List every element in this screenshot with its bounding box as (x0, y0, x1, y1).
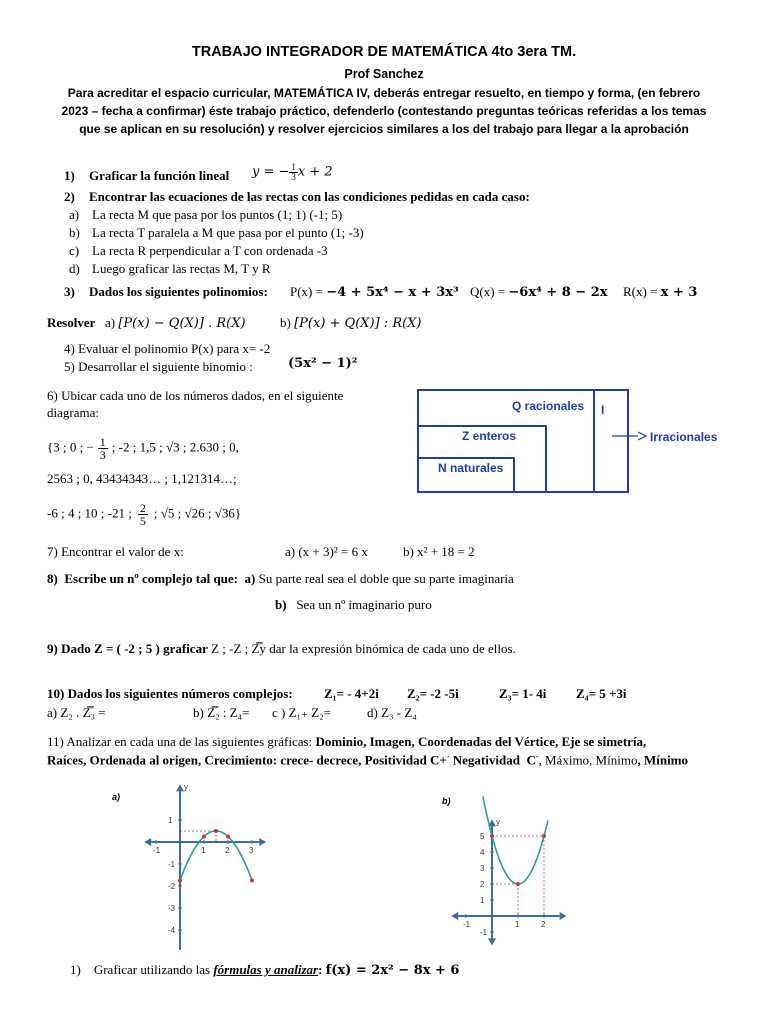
resolver-a (105, 315, 246, 331)
q6-frac2-den: 5 (139, 514, 146, 528)
q6-row3-end: ; √5 ; √26 ; √36} (153, 505, 242, 521)
q11-topics-2: Raíces, Ordenada al origen, Crecimiento: crece- decrece, Positividad C+ (47, 752, 447, 768)
final-item (70, 962, 459, 978)
resolver-b (280, 315, 422, 331)
q6-frac2-num: 2 (139, 501, 146, 515)
q11-negatividad: Negatividad (452, 752, 520, 768)
q10-c: c ) Z₁₊ Z₂= (272, 705, 331, 720)
x-tick-label: 1 (515, 920, 520, 929)
final-emphasis: fórmulas y analizar (213, 962, 319, 977)
page-title: TRABAJO INTEGRADOR DE MATEMÁTICA 4to 3era TM. (191, 44, 577, 60)
number-sets-diagram (414, 388, 734, 498)
q6-line-1: 6) Ubicar cada uno de los números dados, en el siguiente (47, 388, 344, 403)
teacher-name: Prof Sanchez (344, 67, 424, 81)
graph-b-label: b) (442, 796, 451, 806)
q7-a: a) (x + 3)² = 6 x (285, 544, 368, 559)
resolver-b-expr: [P(x) + Q(X)] : R(X) (294, 316, 422, 331)
curve-point (542, 834, 546, 838)
q10-lead: 10) Dados los siguientes números complejos: (47, 686, 293, 701)
r-label: R(x) = (623, 284, 658, 299)
q6-row1-start: {3 ; 0 ; − (47, 439, 94, 455)
q2-text: Encontrar las ecuaciones de las rectas con las condiciones pedidas en cada caso: (89, 189, 530, 204)
x-tick-label: 1 (201, 846, 206, 855)
y-tick-label: -1 (168, 860, 176, 869)
x-tick-label: 2 (225, 846, 230, 855)
q2-item-a: La recta M que pasa por los puntos (1; 1) (-1; 5) (92, 207, 343, 222)
q8-a-text: Su parte real sea el doble que su parte imaginaria (258, 571, 514, 586)
q6-row-2: 2563 ; 0, 43434343… ; 1,121314…; (47, 471, 237, 486)
final-number: 1) (70, 962, 81, 977)
q3-number: 3) (64, 284, 75, 299)
x-arrow-left-icon (144, 838, 151, 846)
q11-c-minus: C (526, 752, 536, 768)
curve-point (226, 835, 230, 839)
q-label: Q racionales (512, 399, 585, 413)
arrow-icon (638, 432, 646, 440)
q11-lead: 11) Analizar en cada una de las siguientes gráficas: (47, 734, 313, 749)
i-label: I (601, 403, 605, 417)
q6-frac1-num: 1 (99, 435, 106, 449)
q6-line-2: diagrama: (47, 405, 99, 420)
n-label: N naturales (438, 461, 504, 475)
graph-a-label: a) (112, 792, 121, 802)
z3: Z₃= 1- 4i (499, 686, 547, 701)
q6-fraction-1 (98, 436, 108, 461)
final-expression: f(x) = 2x² − 8x + 6 (325, 963, 460, 978)
y-tick-label: -1 (480, 928, 488, 937)
y-tick-label: 3 (480, 864, 485, 873)
curve-point (516, 882, 520, 886)
q3-text: Dados los siguientes polinomios: (89, 284, 268, 299)
curve-point (214, 829, 218, 833)
r-expression: x + 3 (660, 285, 698, 300)
z-label: Z enteros (462, 429, 517, 443)
z4: Z₄= 5 +3i (576, 686, 627, 701)
q10-a: a) Z₂ . Z̿₃ = (47, 705, 106, 720)
parabola-curve (180, 831, 252, 881)
q1-fraction (289, 163, 298, 182)
q6-row-3 (47, 502, 241, 527)
p-label: P(x) = (290, 284, 323, 299)
q5-text: 5) Desarrollar el siguiente binomio : (64, 359, 253, 374)
q4-text: 4) Evaluar el polinomio P(x) para x= -2 (64, 341, 271, 356)
q1-text: Graficar la función lineal (89, 168, 230, 183)
final-colon: : (318, 962, 323, 977)
resolver-b-label: b) (280, 315, 291, 330)
q3-p (290, 284, 459, 300)
x-tick-label: -1 (153, 846, 161, 855)
q11-tail: , Máximo, Mínimo (538, 752, 638, 768)
y-axis-label: y (184, 782, 188, 792)
q11-line-1 (47, 734, 646, 750)
x-arrow-icon (259, 838, 266, 846)
curve-point (490, 834, 494, 838)
q2-item-b-label: b) (69, 225, 80, 240)
q2-number: 2) (64, 189, 75, 204)
q8-number: 8) (47, 571, 58, 586)
q8-text: Escribe un nº complejo tal que: (64, 571, 238, 586)
y-tick-label: 1 (168, 816, 173, 825)
q1-formula (252, 163, 333, 182)
q9-line (47, 641, 516, 657)
irracionales-label: Irracionales (650, 430, 718, 444)
curve-point (250, 879, 254, 883)
q10-b: b) Z̿₂ : Z₄= (193, 705, 250, 720)
graph-b-plot (451, 797, 566, 946)
y-tick-label: 2 (480, 880, 485, 889)
q2-item-c: La recta R perpendicular a T con ordenada -3 (92, 243, 328, 258)
q2-item-b: La recta T paralela a M que pasa por el punto (1; -3) (92, 225, 364, 240)
q9-rest: Z ; -Z ; Z̿y dar la expresión binómica de cada uno de ellos. (211, 641, 516, 656)
y-arrow-icon (176, 784, 184, 791)
q5-expression: (5x² − 1)² (288, 356, 358, 371)
q1-frac-num: 1 (291, 162, 296, 172)
q2-item-d: Luego graficar las rectas M, T y R (92, 261, 271, 276)
q1-number: 1) (64, 168, 75, 183)
z1: Z₁= - 4+2i (324, 686, 379, 701)
y-tick-label: -2 (168, 882, 176, 891)
q8-line-b (275, 597, 432, 613)
q6-row3-start: -6 ; 4 ; 10 ; -21 ; (47, 505, 132, 521)
q1-lhs: y = − (252, 164, 290, 180)
q3-q (470, 284, 608, 300)
y-tick-label: 4 (480, 848, 485, 857)
p-expression: −4 + 5x⁴ − x + 3x³ (326, 285, 459, 300)
q7-b: b) x² + 18 = 2 (403, 544, 475, 559)
q8-b-label: b) (275, 597, 287, 612)
y-tick-label: 5 (480, 832, 485, 841)
q1-frac-den: 3 (291, 172, 296, 182)
q11-line-2: Raíces, Ordenada al origen, Crecimiento: crece- decrece, Positividad C+- Negatividad C-, Máximo, Mínimo, Mínimo (47, 752, 689, 768)
x-tick-label: -1 (463, 920, 471, 929)
q8-line-a (47, 571, 514, 587)
y-arrow-down-icon (488, 938, 496, 945)
intro-line-2: 2023 – fecha a confirmar) éste trabajo práctico, defenderlo (contestando preguntas teóricas referidas a los temas (61, 104, 707, 118)
y-axis-label: y (496, 817, 500, 827)
resolver-a-label: a) (105, 315, 116, 330)
x-arrow-left-icon (451, 912, 458, 920)
intro-line-3: que se aplican en su resolución) y resolver ejercicios similares a los del trabajo para llegar a la aprobación (79, 122, 689, 136)
x-tick-label: 2 (541, 920, 546, 929)
q1-rhs: x + 2 (297, 164, 333, 180)
q7-text: 7) Encontrar el valor de x: (47, 544, 184, 559)
q6-row-1 (47, 436, 239, 461)
q6-row1-end: ; -2 ; 1,5 ; √3 ; 2.630 ; 0, (111, 439, 239, 455)
q10-d: d) Z₃ - Z₄ (367, 705, 417, 720)
q2-item-c-label: c) (69, 243, 80, 258)
q3-r (623, 284, 697, 300)
y-tick-label: 1 (480, 896, 485, 905)
z2: Z₂= -2 -5i (407, 686, 459, 701)
q-label: Q(x) = (470, 284, 506, 299)
curve-point (178, 879, 182, 883)
y-tick-label: -3 (168, 904, 176, 913)
resolver-label: Resolver (47, 315, 96, 330)
graph-a-plot (144, 782, 266, 950)
q2-item-a-label: a) (69, 207, 80, 222)
y-tick-label: -4 (168, 926, 176, 935)
graph-a (110, 780, 270, 950)
q2-item-d-label: d) (69, 261, 80, 276)
q6-frac1-den: 3 (99, 448, 106, 462)
curve-point (202, 835, 206, 839)
q8-b-text: Sea un nº imaginario puro (296, 597, 432, 612)
intro-line-1: Para acreditar el espacio curricular, MATEMÁTICA IV, deberás entregar resuelto, en tiempo y forma, (en febrero (67, 86, 701, 100)
final-text: Graficar utilizando las (93, 962, 211, 977)
graph-b (440, 780, 590, 950)
q11-topics-1: Dominio, Imagen, Coordenadas del Vértice, Eje se simetría, (315, 734, 647, 749)
q9-lead: 9) Dado Z = ( -2 ; 5 ) graficar (47, 641, 208, 656)
x-arrow-icon (560, 912, 567, 920)
resolver-a-expr: [P(x) − Q(X)] . R(X) (118, 316, 246, 331)
q6-fraction-2 (138, 502, 148, 527)
q-expression: −6x⁴ + 8 − 2x (508, 285, 608, 300)
q8-a-label: a) (244, 571, 256, 586)
x-tick-label: 3 (249, 846, 254, 855)
